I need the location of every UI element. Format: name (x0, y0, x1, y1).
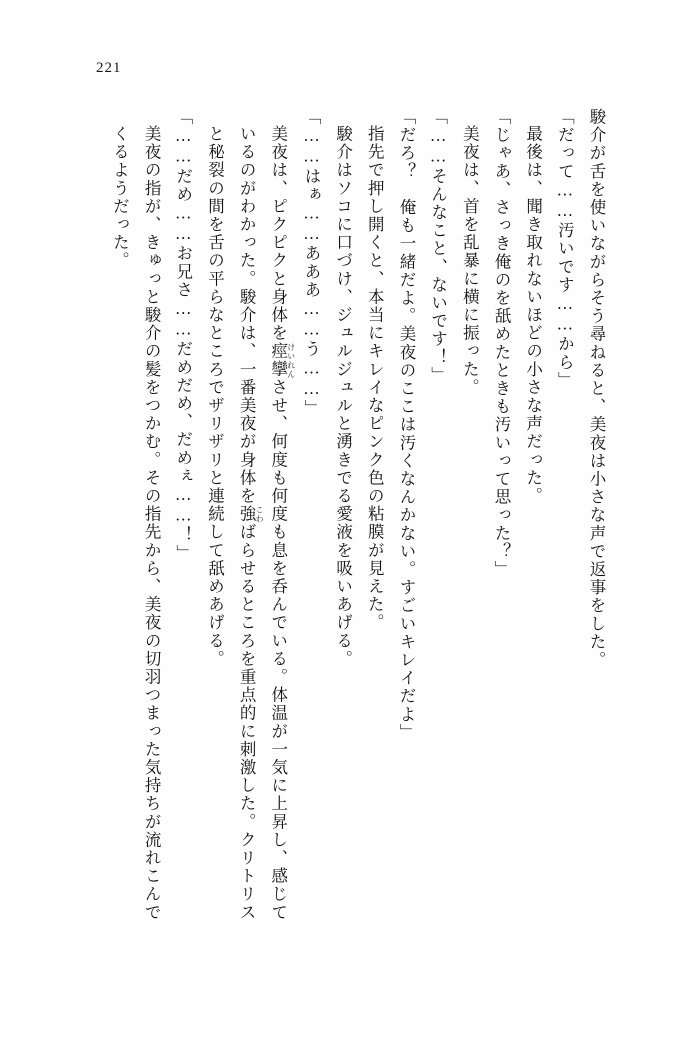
paragraph: 最後は、聞き取れないほどの小さな声だった。 (523, 125, 543, 506)
paragraph: 美夜の指が、きゅっと駿介の髪をつかむ。その指先から、美夜の切羽つまった気持ちが流れこんでくるようだった。 (110, 125, 162, 922)
ruby-強: 強 こわ (237, 505, 265, 524)
paragraph: 「……はぁ……あああ……う……」 (301, 108, 321, 418)
paragraph: 美夜は、首を乱暴に横に振った。 (460, 125, 480, 397)
paragraph: 駿介が舌を使いながらそう尋ねると、美夜は小さな声で返事をした。 (587, 108, 606, 670)
paragraph: 「じゃあ、さっき俺のを舐めたときも汚いって思った？」 (491, 108, 511, 579)
vertical-text-body (92, 108, 612, 938)
ruby-reading: こわ (255, 505, 265, 524)
paragraph: 「……そんなこと、ないです！」 (428, 108, 448, 385)
ruby-痙攣: 痙攣 けいれん (268, 342, 296, 379)
paragraph: 「だって……汚いです……から」 (555, 108, 575, 390)
paragraph: 駿介はソコに口づけ、ジュルジュルと湧きでる愛液を吸いあげる。 (333, 125, 353, 668)
paragraph: 「だろ？ 俺も一緒だよ。美夜のここは汚くなんかない。すごいキレイだよ」 (396, 108, 416, 742)
page-number: 221 (96, 60, 122, 76)
ruby-reading: けいれん (286, 342, 296, 379)
paragraph: 「……だめ……お兄さ……だめだめ、だめぇ……！」 (173, 108, 193, 563)
paragraph-with-ruby: 美夜は、ピクピクと身体を痙攣 けいれんさせ、何度も何度も息を呑んでいる。体温が一気に上昇し、感じているのがわかった。駿介は、一番美夜が身体を強 こわばらせるところを重点的に刺激した。クリトリスと秘裂の間を舌の平らなところでザリザリと連続して舐めあげる。 (205, 125, 296, 922)
paragraph: 指先で押し開くと、本当にキレイなピンク色の粘膜が見えた。 (365, 125, 385, 632)
